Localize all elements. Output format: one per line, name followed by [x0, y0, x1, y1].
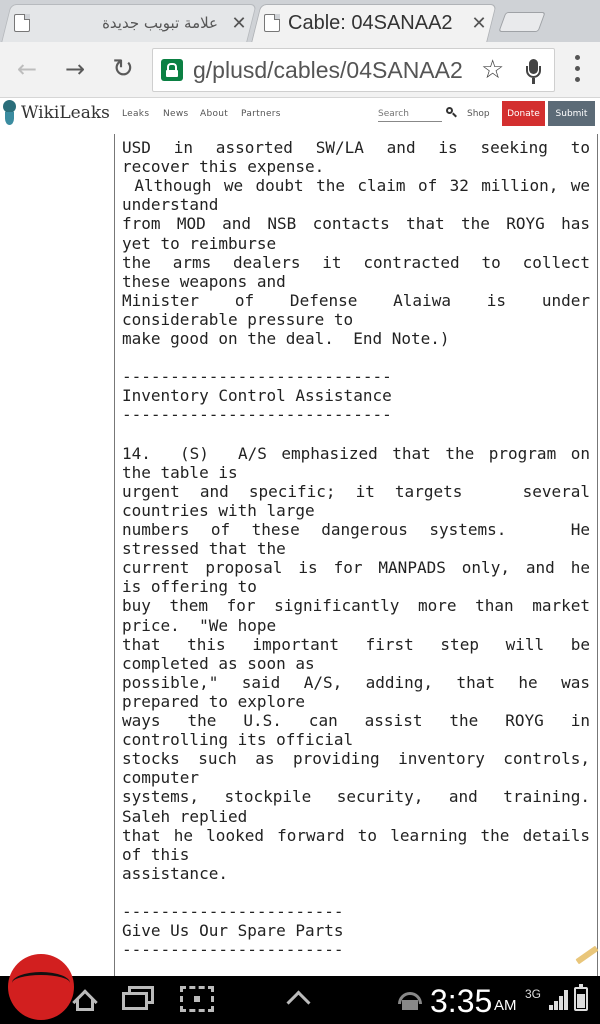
address-bar[interactable]: [152, 48, 555, 92]
tab-new-tab[interactable]: [6, 4, 252, 42]
cable-line: from MOD and NSB contacts that the ROYG has: [122, 214, 590, 234]
clock-ampm: AM: [494, 997, 517, 1014]
tab-cable[interactable]: [256, 4, 492, 42]
search-input[interactable]: [378, 106, 442, 122]
cable-line: computer: [122, 768, 200, 788]
home-icon[interactable]: [70, 985, 100, 1011]
cable-line: urgent and specific; it targets several: [122, 481, 590, 501]
signal-icon: [549, 990, 569, 1010]
submit-button[interactable]: Submit: [548, 101, 595, 126]
cable-line: recover this expense.: [122, 157, 325, 177]
nav-news[interactable]: News: [163, 109, 189, 119]
cable-line: Give Us Our Spare Parts: [122, 921, 344, 941]
nav-leaks[interactable]: Leaks: [122, 109, 150, 119]
cable-line: ----------------------------: [122, 405, 392, 425]
cable-line: countries with large: [122, 500, 315, 520]
cable-line: ways the U.S. can assist the ROYG in: [122, 711, 590, 730]
cable-line: make good on the deal. End Note.): [122, 329, 450, 348]
nav-shop[interactable]: Shop: [467, 109, 490, 119]
cable-line: the table is: [122, 462, 238, 482]
up-chevron-icon[interactable]: [284, 990, 312, 1004]
microphone-icon[interactable]: [521, 57, 547, 85]
clock-time: 3:35: [430, 983, 493, 1019]
donate-button[interactable]: Donate: [502, 101, 545, 126]
cable-line: ----------------------------: [122, 367, 392, 387]
pencil-icon[interactable]: [575, 948, 600, 962]
cable-line: yet to reimburse: [122, 233, 277, 253]
tab-title: علامة تبويب جديدة: [102, 14, 218, 32]
cable-line: numbers of these dangerous systems. He: [122, 520, 590, 539]
cable-line: [122, 883, 590, 902]
cable-line: is offering to: [122, 577, 257, 597]
cable-line: [122, 425, 590, 444]
lock-icon: [161, 59, 183, 81]
tab-title: Cable: 04SANAA2: [288, 11, 453, 34]
cable-line: [122, 959, 590, 976]
reload-icon[interactable]: ↻: [112, 54, 134, 84]
cable-line: -----------------------: [122, 902, 344, 921]
tab-strip: [0, 0, 600, 42]
close-icon[interactable]: ✕: [471, 12, 487, 34]
cable-line: understand: [122, 195, 219, 215]
cable-line: completed as soon as: [122, 653, 315, 673]
site-header: [0, 98, 600, 134]
cable-line: that this important first step will be: [122, 634, 590, 654]
browser-toolbar: [0, 42, 600, 98]
cable-line: that he looked forward to learning the details: [122, 825, 590, 845]
cable-line: these weapons and: [122, 271, 286, 291]
hourglass-logo-icon: [2, 99, 18, 127]
battery-icon: [574, 987, 588, 1011]
cable-line: possible," said A/S, adding, that he was: [122, 672, 590, 692]
network-type: 3G: [525, 987, 542, 1001]
app-badge-icon[interactable]: [8, 954, 74, 1020]
cable-line: prepared to explore: [122, 691, 306, 711]
cable-line: Inventory Control Assistance: [122, 386, 392, 406]
more-vert-icon[interactable]: [568, 54, 588, 84]
cable-line: of this: [122, 844, 190, 864]
cable-line: Although we doubt the claim of 32 million, we: [122, 176, 590, 196]
cable-line: current proposal is for MANPADS only, and he: [122, 558, 590, 578]
nav-about[interactable]: About: [200, 109, 229, 119]
cable-line: 14. (S) A/S emphasized that the program on: [122, 443, 590, 463]
page-icon: [14, 14, 30, 32]
cable-content: [0, 134, 600, 976]
cable-line: Minister of Defense Alaiwa is under: [122, 290, 590, 310]
cable-line: price. "We hope: [122, 615, 277, 635]
close-icon[interactable]: ✕: [231, 12, 247, 34]
cable-line: systems, stockpile security, and training.: [122, 787, 590, 807]
back-arrow-icon[interactable]: ←: [16, 55, 38, 83]
cable-line: assistance.: [122, 863, 228, 883]
wikileaks-logo[interactable]: [2, 98, 110, 128]
screenshot-icon[interactable]: [180, 986, 214, 1012]
page-icon: [264, 14, 280, 32]
url-text[interactable]: g/plusd/cables/04SANAA2: [193, 57, 463, 83]
cable-line: -----------------------: [122, 940, 344, 960]
recent-apps-icon[interactable]: [122, 986, 156, 1010]
cable-line: [122, 348, 590, 367]
forward-arrow-icon[interactable]: →: [64, 55, 86, 83]
cable-line: Saleh replied: [122, 806, 248, 826]
search-icon[interactable]: [446, 107, 457, 118]
logo-text: WikiLeaks: [21, 103, 110, 123]
new-tab-button[interactable]: [498, 12, 545, 32]
nav-partners[interactable]: Partners: [241, 109, 281, 119]
cable-line: USD in assorted SW/LA and is seeking to: [122, 138, 590, 157]
cable-line: stocks such as providing inventory controls,: [122, 749, 590, 769]
cable-line: considerable pressure to: [122, 309, 354, 329]
cable-line: buy them for significantly more than market: [122, 596, 590, 616]
star-icon[interactable]: ☆: [481, 55, 505, 85]
sd-card-icon: [398, 992, 422, 1010]
cable-line: the arms dealers it contracted to collect: [122, 252, 590, 272]
cable-line: stressed that the: [122, 539, 286, 559]
cable-line: controlling its official: [122, 730, 354, 750]
